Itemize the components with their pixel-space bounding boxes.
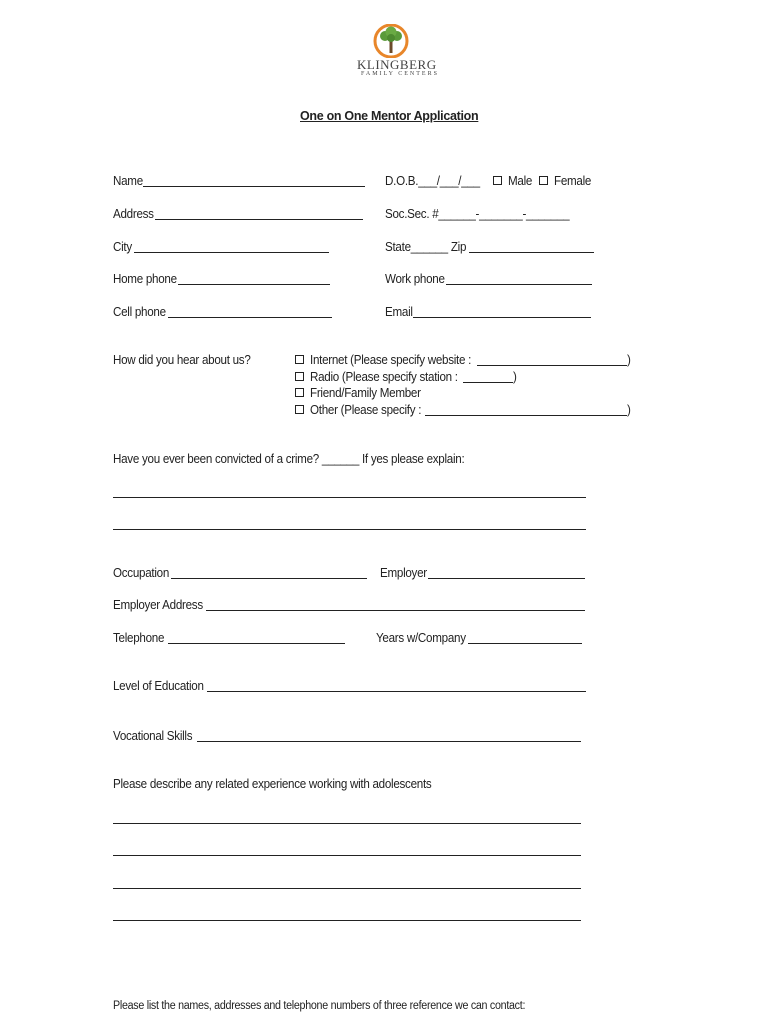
hear-question: How did you hear about us? xyxy=(113,353,251,367)
radio-label: Radio (Please specify station : xyxy=(310,370,458,384)
female-label: Female xyxy=(554,174,592,188)
internet-field[interactable] xyxy=(477,365,627,366)
male-checkbox[interactable] xyxy=(493,176,502,185)
soc-sec-label: Soc.Sec. #______-_______-_______ xyxy=(385,207,570,221)
references-label: Please list the names, addresses and telephone numbers of three reference we can contact: xyxy=(113,1000,526,1012)
cell-phone-label: Cell phone xyxy=(113,305,166,319)
cell-phone-field[interactable] xyxy=(168,317,332,318)
female-checkbox[interactable] xyxy=(539,176,548,185)
dob-label: D.O.B.___/___/___ xyxy=(385,174,480,188)
other-field[interactable] xyxy=(425,415,627,416)
experience-line-4[interactable] xyxy=(113,920,581,921)
experience-line-2[interactable] xyxy=(113,855,581,856)
friend-checkbox[interactable] xyxy=(295,388,304,397)
other-checkbox[interactable] xyxy=(295,405,304,414)
employer-label: Employer xyxy=(380,566,427,580)
logo-name: KLINGBERG xyxy=(357,57,437,72)
name-field[interactable] xyxy=(143,186,365,187)
crime-question: Have you ever been convicted of a crime? ______ If yes please explain: xyxy=(113,452,465,466)
tree-icon xyxy=(372,24,410,58)
male-label: Male xyxy=(508,174,533,188)
home-phone-field[interactable] xyxy=(178,284,330,285)
address-label: Address xyxy=(113,207,154,221)
address-field[interactable] xyxy=(155,219,363,220)
email-label: Email xyxy=(385,305,413,319)
other-close: ) xyxy=(627,403,631,417)
employer-address-field[interactable] xyxy=(206,610,585,611)
home-phone-label: Home phone xyxy=(113,272,177,286)
page-title: One on One Mentor Application xyxy=(300,109,479,123)
logo-tagline: FAMILY CENTERS xyxy=(361,71,439,77)
telephone-field[interactable] xyxy=(168,643,345,644)
education-label: Level of Education xyxy=(113,679,204,693)
years-label: Years w/Company xyxy=(376,631,466,645)
telephone-label: Telephone xyxy=(113,631,165,645)
years-field[interactable] xyxy=(468,643,582,644)
city-label: City xyxy=(113,240,132,254)
work-phone-field[interactable] xyxy=(446,284,592,285)
employer-address-label: Employer Address xyxy=(113,598,203,612)
email-field[interactable] xyxy=(413,317,591,318)
occupation-label: Occupation xyxy=(113,566,170,580)
experience-line-3[interactable] xyxy=(113,888,581,889)
radio-close: ) xyxy=(513,370,517,384)
city-field[interactable] xyxy=(134,252,329,253)
experience-label: Please describe any related experience working with adolescents xyxy=(113,777,432,791)
friend-label: Friend/Family Member xyxy=(310,386,421,400)
work-phone-label: Work phone xyxy=(385,272,445,286)
radio-field[interactable] xyxy=(463,382,513,383)
skills-field[interactable] xyxy=(197,741,581,742)
experience-line-1[interactable] xyxy=(113,823,581,824)
zip-field[interactable] xyxy=(469,252,594,253)
crime-explain-line-2[interactable] xyxy=(113,529,586,530)
internet-label: Internet (Please specify website : xyxy=(310,353,472,367)
education-field[interactable] xyxy=(207,691,586,692)
logo xyxy=(352,24,439,80)
crime-explain-line-1[interactable] xyxy=(113,497,586,498)
internet-close: ) xyxy=(627,353,631,367)
name-label: Name xyxy=(113,174,143,188)
other-label: Other (Please specify : xyxy=(310,403,422,417)
occupation-field[interactable] xyxy=(171,578,367,579)
state-zip-label: State______ Zip xyxy=(385,240,467,254)
skills-label: Vocational Skills xyxy=(113,729,193,743)
employer-field[interactable] xyxy=(428,578,585,579)
internet-checkbox[interactable] xyxy=(295,355,304,364)
radio-checkbox[interactable] xyxy=(295,372,304,381)
